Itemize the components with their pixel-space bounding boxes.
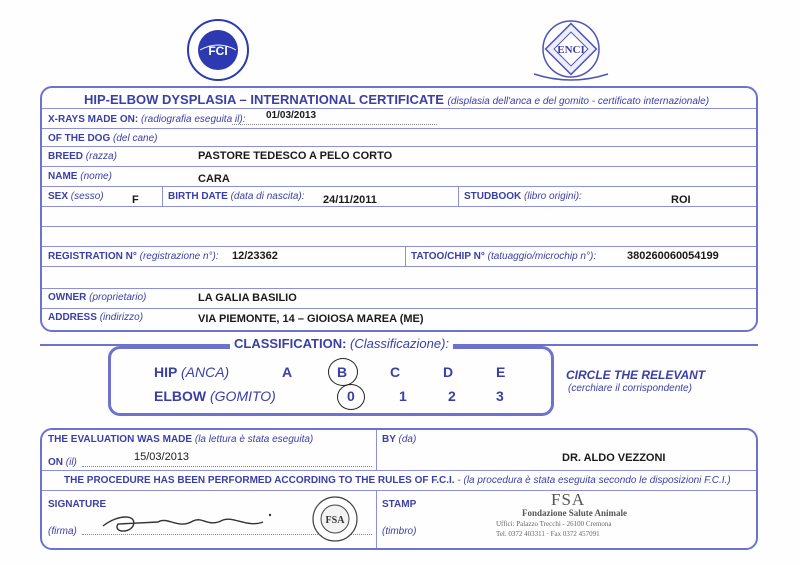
signature-label-it: (firma) <box>48 526 77 537</box>
elbow-grade-1[interactable]: 1 <box>399 388 407 404</box>
chip-label: TATOO/CHIP N° (tatuaggio/microchip n°): <box>411 251 597 262</box>
hip-grade-a[interactable]: A <box>282 364 293 380</box>
certificate-title: HIP-ELBOW DYSPLASIA – INTERNATIONAL CERTIFICATE (displasia dell'anca e del gomito - certificato internazionale) <box>84 92 710 107</box>
circle-note-it: (cerchiare il corrispondente) <box>568 383 692 394</box>
stamp-label-it: (timbro) <box>382 526 417 537</box>
stamp-org-address: Uffici: Palazzo Trecchi - 26100 Cremona <box>496 520 612 528</box>
signature-image <box>98 506 278 536</box>
registration-value: 12/23362 <box>232 250 278 262</box>
name-label: NAME (nome) <box>48 171 112 182</box>
elbow-grade-3[interactable]: 3 <box>496 388 504 404</box>
circle-note: CIRCLE THE RELEVANT <box>566 368 706 382</box>
procedure-text: THE PROCEDURE HAS BEEN PERFORMED ACCORDING TO THE RULES OF F.C.I. - (la procedura è stata eseguita secondo le disposizioni F.C.I.) <box>64 475 731 486</box>
sex-label: SEX (sesso) <box>48 191 104 202</box>
signature-label: SIGNATURE <box>48 499 107 510</box>
evaluation-on-label: ON (il) <box>48 457 77 468</box>
address-value: VIA PIEMONTE, 14 – GIOIOSA MAREA (ME) <box>198 313 424 325</box>
svg-text:ENCI: ENCI <box>557 44 585 56</box>
address-label: ADDRESS (indirizzo) <box>48 312 144 323</box>
hip-grade-b[interactable]: B <box>337 364 348 380</box>
xrays-date: 01/03/2013 <box>266 110 317 121</box>
name-value: CARA <box>198 173 230 185</box>
sex-value: F <box>132 194 139 206</box>
dog-label: OF THE DOG (del cane) <box>48 133 158 144</box>
hip-grade-e[interactable]: E <box>496 364 506 380</box>
evaluation-label: THE EVALUATION WAS MADE (la lettura è stata eseguita) <box>48 434 314 445</box>
stamp-org-logo: FSA <box>551 490 586 509</box>
xrays-label: X-RAYS MADE ON: (radiografia eseguita il): <box>48 114 246 125</box>
chip-value: 380260060054199 <box>627 250 719 262</box>
fci-logo <box>186 18 250 82</box>
classification-title: CLASSIFICATION: (Classificazione): <box>230 336 453 351</box>
evaluation-date: 15/03/2013 <box>134 451 190 463</box>
elbow-grade-2[interactable]: 2 <box>448 388 456 404</box>
studbook-label: STUDBOOK (libro origini): <box>464 191 582 202</box>
registration-label: REGISTRATION N° (registrazione n°): <box>48 251 219 262</box>
enci-logo <box>526 14 616 84</box>
stamp-org-name: Fondazione Salute Animale <box>522 508 628 518</box>
hip-grade-c[interactable]: C <box>390 364 401 380</box>
birth-label: BIRTH DATE (data di nascita): <box>168 191 305 202</box>
breed-value: PASTORE TEDESCO A PELO CORTO <box>198 150 393 162</box>
stamp-org-tel: Tel. 0372 403311 · Fax 0372 457091 <box>496 530 600 538</box>
svg-text:FSA: FSA <box>325 515 345 526</box>
owner-label: OWNER (proprietario) <box>48 292 147 303</box>
stamp-label: STAMP <box>382 499 417 510</box>
svg-text:FCI: FCI <box>208 44 228 58</box>
breed-label: BREED (razza) <box>48 151 117 162</box>
birth-value: 24/11/2011 <box>323 194 377 206</box>
evaluation-by-label: BY (da) <box>382 434 417 445</box>
owner-value: LA GALIA BASILIO <box>198 292 297 304</box>
evaluation-by-value: DR. ALDO VEZZONI <box>562 452 666 464</box>
elbow-label: ELBOW (GOMITO) <box>154 388 276 404</box>
hip-grade-d[interactable]: D <box>443 364 454 380</box>
elbow-grade-0[interactable]: 0 <box>347 388 355 404</box>
studbook-value: ROI <box>671 194 691 206</box>
hip-label: HIP (ANCA) <box>154 364 230 380</box>
fsa-seal <box>310 494 360 544</box>
